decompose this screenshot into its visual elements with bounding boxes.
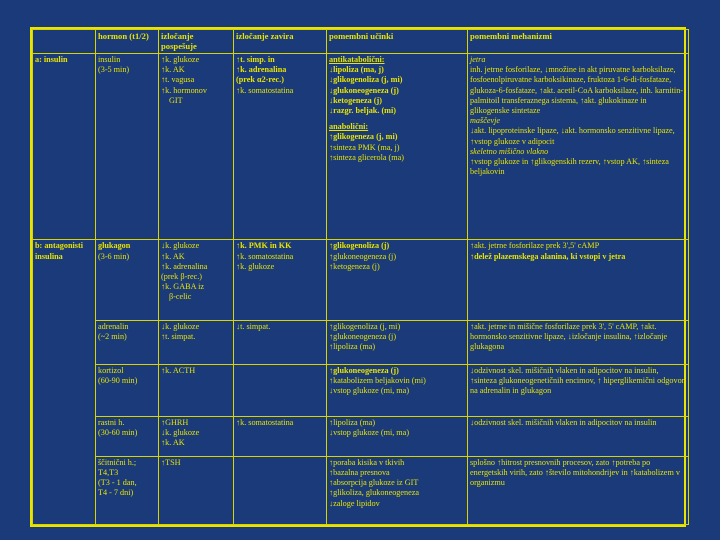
cell-hormone [96, 364, 159, 416]
cell-line: (30-60 min) [98, 427, 138, 437]
header-mechanisms: pomembni mehanizmi [468, 30, 689, 54]
cell-line: (60-90 min) [98, 375, 138, 385]
cell-line: antikatabolični: [329, 55, 385, 65]
cell-line: ↑t. vagusa [161, 75, 195, 85]
cell-line: skeletno mišično vlakno [470, 146, 549, 156]
cell-line: ↑k. PMK in KK [236, 241, 292, 251]
cell-line: ↑k. somatostatina [236, 251, 294, 261]
cell-line: ↑absorpcija glukoze iz GIT [329, 478, 419, 488]
cell-line: (~2 min) [98, 331, 127, 341]
table-row [33, 240, 689, 320]
cell-line: ↑glikogenoliza (j) [329, 241, 390, 251]
cell-line: ↓k. glukoze [161, 241, 200, 251]
header-hormone: hormon (t1/2) [96, 30, 159, 54]
cell-line: jetra [470, 55, 486, 65]
cell-line: ↑sinteza glicerola (ma) [329, 152, 405, 162]
cell-line: ↑glukoneogeneza (j) [329, 331, 397, 341]
cell-line: (3-6 min) [98, 251, 130, 261]
cell-line: (3-5 min) [98, 65, 130, 75]
cell-line: ↑t. simpat. [161, 331, 196, 341]
cell-line: ↓lipoliza (ma, j) [329, 65, 384, 75]
cell-line: ↑lipoliza (ma) [329, 417, 376, 427]
cell-line: anabolični: [329, 122, 369, 132]
cell-line: insulin [98, 55, 121, 65]
cell-line: ↑vstop glukoze in ↑glikogenskih rezerv, ↑vstop AK, ↑sinteza beljakovin [470, 157, 669, 177]
cell-effects [327, 416, 468, 456]
table-row [33, 320, 689, 364]
cell-inhibits [234, 456, 327, 524]
cell-effects [327, 320, 468, 364]
cell-line: ↓odzivnost skel. mišičnih vlaken in adipocitov na insulin, ↑sinteza glukoneogenetičnih encimov, ↑ hiperglikemični odgovor na adrenalin in glukagon [470, 365, 685, 396]
cell-line: ↓odzivnost skel. mišičnih vlaken in adipocitov na insulin [470, 417, 657, 427]
cell-line: inh. jetrne fosforilaze, ↓množine in akt piruvatne karboksilaze, fosfoenolpiruvatne karboksikinaze, fruktoza 1-6-di-fosfataze, glukoza-6-fosfataze, ↑akt. acetil-CoA karboksilaze, inh. karnitin-palmitoil transferaznega sistema, ↑akt. glukokinaze in glikogenske sintetaze [470, 65, 684, 116]
header-group [33, 30, 96, 54]
cell-line: ↓zaloge lipidov [329, 498, 380, 508]
cell-line: ↑t. simp. in [236, 55, 275, 65]
cell-effects [327, 456, 468, 524]
cell-line: ↓k. glukoze [161, 427, 200, 437]
cell-line: ↑k. AK [161, 438, 185, 448]
cell-line: ↑k. glukoze [161, 55, 200, 65]
cell-line: ↑bazalna presnova [329, 468, 390, 478]
table-row [33, 54, 689, 240]
cell-line: ↑glikoliza, glukoneogeneza [329, 488, 420, 498]
cell-line: ↓glikogenoliza (j, mi) [329, 75, 403, 85]
cell-mechanisms [468, 54, 689, 240]
cell-line: ↓vstop glukoze (mi, ma) [329, 427, 410, 437]
cell-line: T4,T3 [98, 468, 119, 478]
cell-line: ↓vstop glukoze (mi, ma) [329, 386, 410, 396]
cell-line: ↑lipoliza (ma) [329, 341, 376, 351]
group-label-a: a: insulin [33, 54, 96, 240]
cell-line: ↑katabolizem beljakovin (mi) [329, 375, 426, 385]
cell-mechanisms [468, 240, 689, 320]
cell-line: ↑TSH [161, 457, 181, 467]
cell-line: ↑glikogenoliza (j, mi) [329, 321, 401, 331]
cell-inhibits [234, 240, 327, 320]
cell-line: (prek β-rec.) [161, 272, 202, 282]
cell-line: ↑ketogeneza (j) [329, 261, 380, 271]
cell-line: ↑k. AK [161, 65, 185, 75]
cell-hormone [96, 240, 159, 320]
cell-promotes [159, 240, 234, 320]
cell-line: ↑k. AK [161, 251, 185, 261]
cell-inhibits [234, 416, 327, 456]
cell-promotes [159, 320, 234, 364]
cell-inhibits [234, 364, 327, 416]
cell-line: ↓t. simpat. [236, 321, 271, 331]
cell-line: ↑GHRH [161, 417, 189, 427]
cell-line: ↑glukoneogeneza (j) [329, 251, 397, 261]
cell-line: T4 - 7 dni) [98, 488, 134, 498]
cell-hormone [96, 456, 159, 524]
cell-line: ↓ketogeneza (j) [329, 95, 382, 105]
cell-line: maščevje [470, 116, 501, 126]
cell-promotes [159, 54, 234, 240]
cell-line: ↑k. hormonov [161, 85, 207, 95]
cell-line: ↓akt. lipoproteinske lipaze, ↓akt. hormonsko senzitivne lipaze, ↑vstop glukoze v adipocit [470, 126, 675, 146]
cell-promotes [159, 416, 234, 456]
cell-mechanisms [468, 456, 689, 524]
header-inhibits: izločanje zavira [234, 30, 327, 54]
cell-line: adrenalin [98, 321, 129, 331]
cell-line: GIT [169, 95, 183, 105]
cell-line: ↑delež plazemskega alanina, ki vstopi v jetra [470, 251, 626, 261]
cell-line: ↑k. ACTH [161, 365, 196, 375]
cell-line: splošno ↑hitrost presnovnih procesov, zato ↑potreba po energetskih virih, zato ↑število mitohondrijev in ↑katabolizem v organizmu [470, 457, 680, 488]
cell-promotes [159, 364, 234, 416]
cell-line: β-celic [169, 292, 192, 302]
hormone-table-frame [30, 27, 686, 527]
cell-line: ↑akt. jetrne in mišične fosforilaze prek 3', 5' cAMP, ↑akt. hormonsko senzitivne lipaze, ↓izločanje insulina, ↑izločanje glukagona [470, 321, 668, 351]
cell-line: ↑k. GABA iz [161, 282, 204, 292]
cell-line: rastni h. [98, 417, 125, 427]
cell-line: ↑k. adrenalina [236, 65, 287, 75]
header-effects: pomembni učinki [327, 30, 468, 54]
cell-line: ↑k. somatostatina [236, 85, 294, 95]
cell-effects [327, 240, 468, 320]
cell-mechanisms [468, 416, 689, 456]
hormone-table [32, 29, 689, 525]
cell-line: ↑glikogeneza (j, mi) [329, 132, 398, 142]
cell-line: (prek α2-rec.) [236, 75, 284, 85]
header-promotes: izločanje pospešuje [159, 30, 234, 54]
cell-mechanisms [468, 320, 689, 364]
cell-inhibits [234, 320, 327, 364]
cell-line: ↓k. glukoze [161, 321, 200, 331]
cell-hormone [96, 416, 159, 456]
table-header-row [33, 30, 689, 54]
cell-inhibits [234, 54, 327, 240]
cell-line: ↓razgr. beljak. (mi) [329, 106, 397, 116]
cell-line: ↑poraba kisika v tkivih [329, 457, 405, 467]
cell-promotes [159, 456, 234, 524]
table-row [33, 456, 689, 524]
cell-line: ščitnični h.; [98, 457, 137, 467]
cell-line: kortizol [98, 365, 124, 375]
cell-hormone [96, 54, 159, 240]
cell-line: ↑k. glukoze [236, 261, 275, 271]
cell-effects [327, 364, 468, 416]
cell-line: glukagon [98, 241, 131, 251]
group-label-b: b: antagonisti insulina [33, 240, 96, 525]
cell-effects [327, 54, 468, 240]
cell-line: ↑k. somatostatina [236, 417, 294, 427]
cell-mechanisms [468, 364, 689, 416]
cell-line: ↓glukoneogeneza (j) [329, 85, 399, 95]
cell-hormone [96, 320, 159, 364]
cell-line: ↑sinteza PMK (ma, j) [329, 142, 400, 152]
cell-line: ↑glukoneogeneza (j) [329, 365, 399, 375]
table-row [33, 416, 689, 456]
cell-line: ↑k. adrenalina [161, 261, 208, 271]
cell-line: (T3 - 1 dan, [98, 478, 137, 488]
cell-line: ↑akt. jetrne fosforilaze prek 3',5' cAMP [470, 241, 600, 251]
table-row [33, 364, 689, 416]
